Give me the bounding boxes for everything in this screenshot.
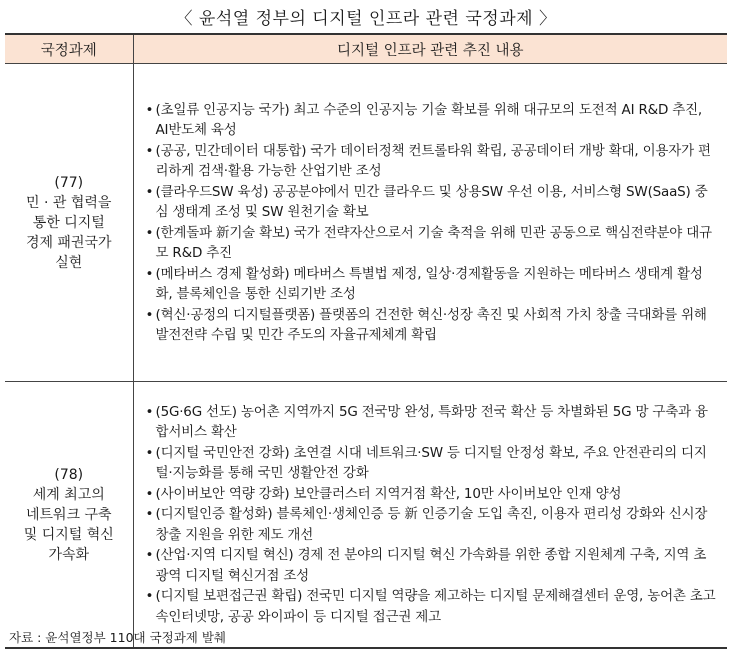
task-name-line: 경제 패권국가 bbox=[25, 234, 112, 251]
header-task: 국정과제 bbox=[5, 34, 133, 64]
list-item: • (클라우드SW 육성) 공공분야에서 민간 클라우드 및 상용SW 우선 이용, 서비스형 SW(SaaS) 중심 생태계 조성 및 SW 원천기술 확보 bbox=[145, 183, 708, 220]
content-cell bbox=[133, 382, 727, 649]
list-item: • (초일류 인공지능 국가) 최고 수준의 인공지능 기술 확보를 위해 대규모의 도전적 AI R&D 추진, AI반도체 육성 bbox=[145, 101, 703, 138]
list-item: • (메타버스 경제 활성화) 메타버스 특별법 제정, 일상·경제활동을 지원하는 메타버스 생태계 활성화, 블록체인을 통한 신뢰기반 조성 bbox=[145, 265, 703, 302]
policy-table bbox=[5, 33, 727, 649]
header-content: 디지털 인프라 관련 추진 내용 bbox=[133, 34, 727, 64]
task-name-line: 가속화 bbox=[48, 546, 90, 563]
header-row bbox=[5, 34, 727, 64]
item-list bbox=[134, 402, 728, 628]
task-name-line: 민 · 관 협력을 bbox=[26, 194, 112, 211]
list-item: • (5G·6G 선도) 농어촌 지역까지 5G 전국망 완성, 특화망 전국 확산 등 차별화된 5G 망 구축과 융합서비스 확산 bbox=[145, 403, 708, 441]
table-row bbox=[5, 382, 727, 649]
list-item: • (사이버보안 역량 강화) 보안클러스터 지역거점 확산, 10만 사이버보안 인재 양성 bbox=[145, 485, 622, 502]
task-name-line: 네트워크 구축 bbox=[25, 506, 112, 523]
list-item: • (디지털 국민안전 강화) 초연결 시대 네트워크·SW 등 디지털 안정성 확보, 주요 안전관리의 디지털·지능화를 통해 국민 생활안전 강화 bbox=[145, 444, 707, 482]
list-item: • (혁신·공정의 디지털플랫폼) 플랫폼의 건전한 혁신·성장 촉진 및 사회적 가치 창출 극대화를 위해 발전전략 수립 및 민간 주도의 자율규제체계 확립 bbox=[145, 306, 707, 343]
task-name-line: 세계 최고의 bbox=[32, 486, 105, 503]
item-list bbox=[134, 100, 728, 346]
source-note: 자료 : 윤석열정부 110대 국정과제 발췌 bbox=[9, 630, 226, 645]
task-name-line: 통한 디지털 bbox=[32, 214, 105, 231]
table-title: 〈 윤석열 정부의 디지털 인프라 관련 국정과제 〉 bbox=[175, 9, 557, 29]
list-item: • (공공, 민간데이터 대통합) 국가 데이터정책 컨트롤타워 확립, 공공데이터 개방 확대, 이용자가 편리하게 검색·활용 가능한 산업기반 조성 bbox=[145, 142, 711, 179]
list-item: • (산업·지역 디지털 혁신) 경제 전 분야의 디지털 혁신 가속화를 위한 종합 지원체계 구축, 지역 초광역 디지털 혁신거점 조성 bbox=[145, 547, 707, 584]
list-item: • (디지털인증 활성화) 블록체인·생체인증 등 新 인증기술 도입 촉진, 이용자 편리성 강화와 신시장 창출 지원을 위한 제도 개선 bbox=[145, 506, 708, 543]
list-item: • (디지털 보편접근권 확립) 전국민 디지털 역량을 제고하는 디지털 문제해결센터 운영, 농어촌 초고속인터넷망, 공공 와이파이 등 디지털 접근권 제고 bbox=[145, 588, 716, 625]
task-number: (77) bbox=[54, 174, 84, 191]
task-name-line: 및 디지털 혁신 bbox=[23, 526, 114, 543]
content-cell bbox=[133, 64, 727, 382]
task-cell bbox=[5, 64, 133, 382]
task-name-line: 실현 bbox=[55, 254, 83, 271]
list-item: • (한계돌파 新기술 확보) 국가 전략자산으로서 기술 축적을 위해 민관 공동으로 핵심전략분야 대규모 R&D 추진 bbox=[145, 224, 712, 261]
task-cell bbox=[5, 382, 133, 649]
table-row bbox=[5, 64, 727, 382]
task-number: (78) bbox=[54, 466, 84, 483]
